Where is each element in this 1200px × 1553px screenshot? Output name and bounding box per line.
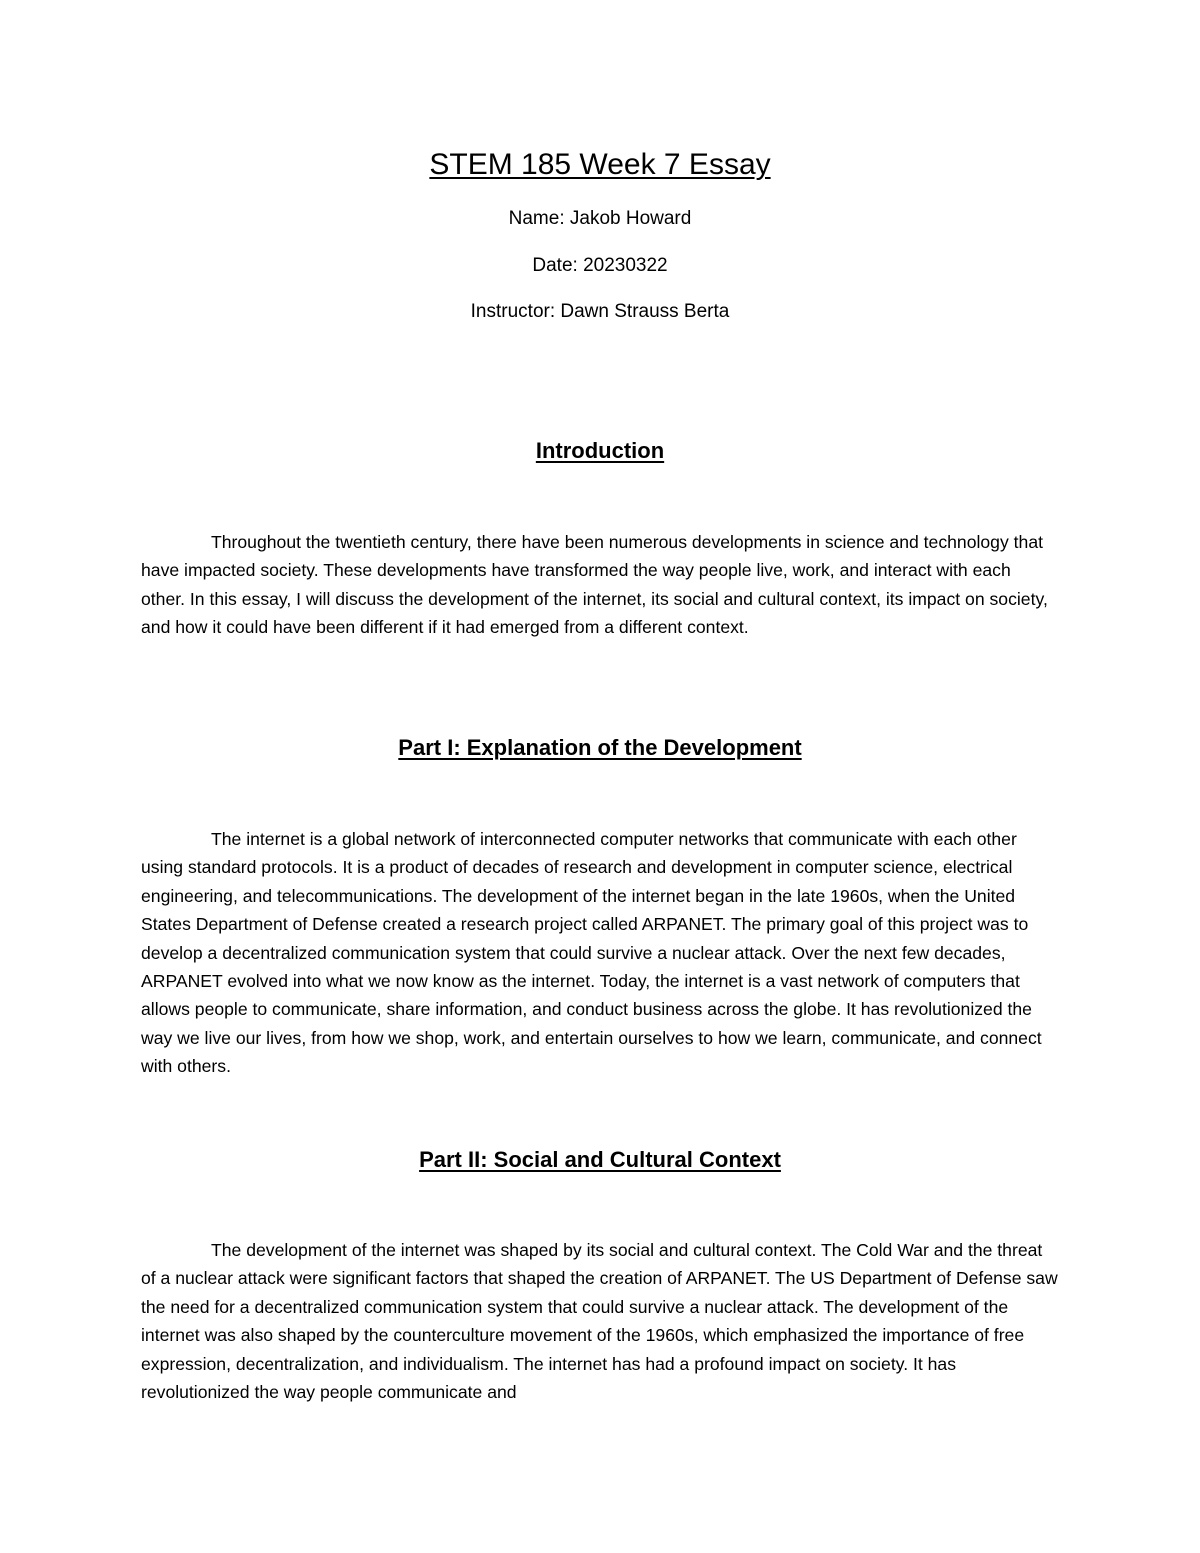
author-name: Name: Jakob Howard [508,208,692,229]
document-title: STEM 185 Week 7 Essay [429,148,771,181]
essay-date: Date: 20230322 [532,255,668,276]
section-heading-part-1: Part I: Explanation of the Development [398,735,802,760]
paragraph-part-2: The development of the internet was shaped by its social and cultural context. The Cold War and the threat of a nuclear attack were significant factors that shaped the creation of ARPANET. The US Department of Defense saw the need for a decentralized communication system that could survive a nuclear attack. The development of the internet was also shaped by the counterculture movement of the 1960s, which emphasized the importance of free expression, decentralization, and individualism. The internet has had a profound impact on society. It has revolutionized the way people communicate and [141,1240,1058,1403]
section-heading-introduction: Introduction [535,438,665,463]
paragraph-part-1: The internet is a global network of interconnected computer networks that communicate with each other using standard protocols. It is a product of decades of research and development in computer science, electrical engineering, and telecommunications. The development of the internet began in the late 1960s, when the United States Department of Defense created a research project called ARPANET. The primary goal of this project was to develop a decentralized communication system that could survive a nuclear attack. Over the next few decades, ARPANET evolved into what we now know as the internet. Today, the internet is a vast network of computers that allows people to communicate, share information, and conduct business across the globe. It has revolutionized the way we live our lives, from how we shop, work, and entertain ourselves to how we learn, communicate, and connect with others. [141,829,1042,1077]
section-heading-part-2: Part II: Social and Cultural Context [419,1147,781,1172]
paragraph-introduction: Throughout the twentieth century, there have been numerous developments in science and technology that have impacted society. These developments have transformed the way people live, work, and interact with each other. In this essay, I will discuss the development of the internet, its social and cultural context, its impact on society, and how it could have been different if it had emerged from a different context. [141,532,1048,638]
instructor-name: Instructor: Dawn Strauss Berta [470,301,730,322]
